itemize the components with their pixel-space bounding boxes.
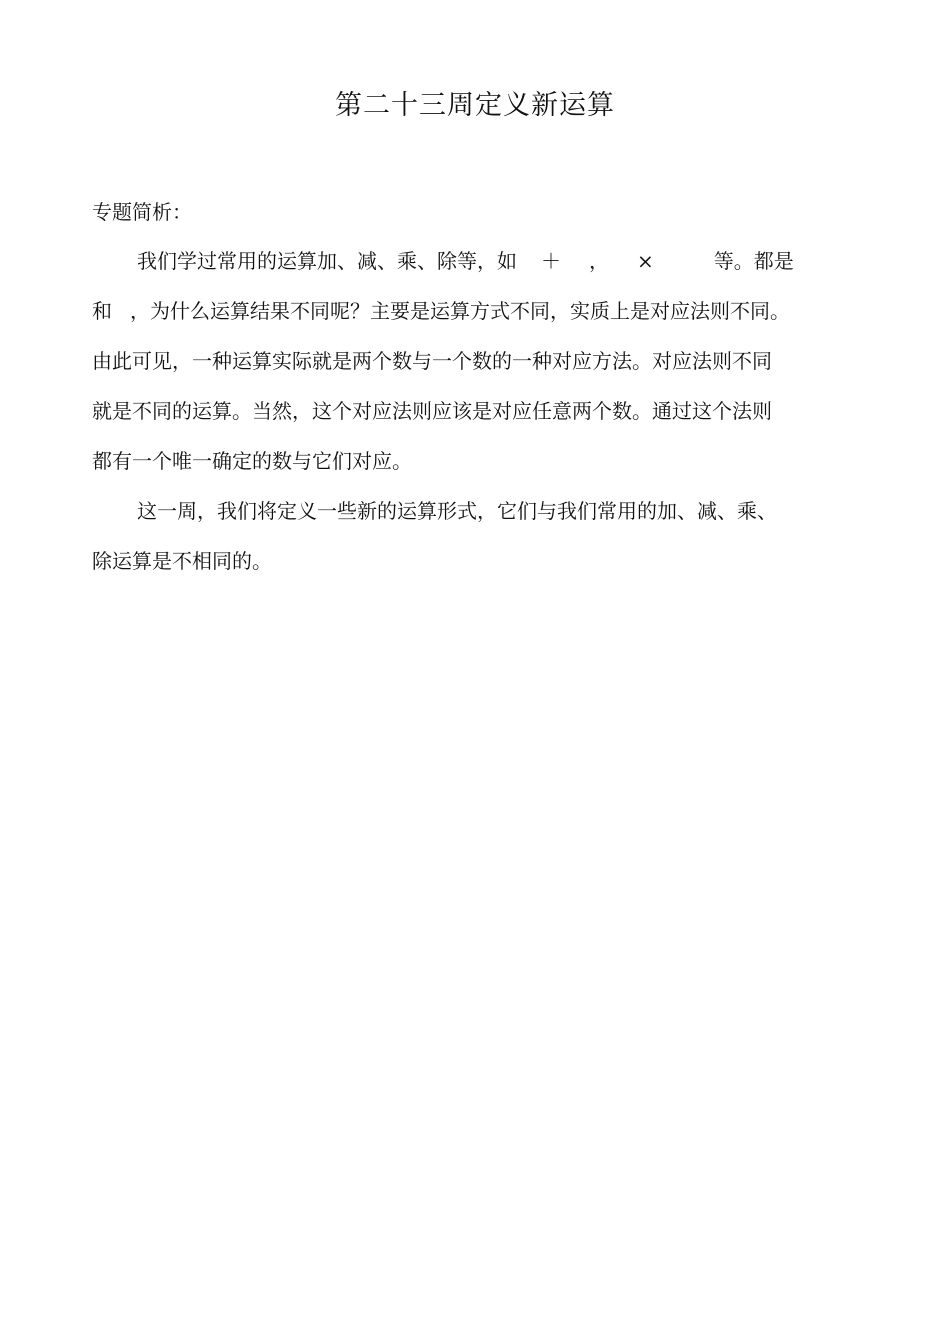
page-title: 第二十三周定义新运算 (335, 90, 615, 121)
paragraph-1-line-3: 由此可见，一种运算实际就是两个数与一个数的一种对应方法。对应法则不同 (92, 349, 772, 373)
paragraph-1-line-1 (137, 246, 794, 276)
text-segment: ，为什么运算结果不同呢？主要是运算方式不同，实质上是对应法则不同。 (130, 299, 790, 323)
times-sign: × (637, 249, 654, 273)
paragraph-1-line-5: 都有一个唯一确定的数与它们对应。 (92, 449, 412, 473)
text-segment: 和 (92, 299, 112, 323)
text-segment: 等。都是 (713, 249, 794, 273)
section-label: 专题简析： (92, 200, 192, 224)
text-segment: 我们学过常用的运算加、减、乘、除等，如 (137, 249, 517, 273)
paragraph-2-line-1: 这一周，我们将定义一些新的运算形式，它们与我们常用的加、减、乘、 (137, 499, 777, 523)
plus-sign: ＋ (541, 249, 561, 273)
paragraph-1-line-2 (92, 296, 790, 326)
comma: ， (589, 249, 609, 273)
paragraph-1-line-4: 就是不同的运算。当然，这个对应法则应该是对应任意两个数。通过这个法则 (92, 399, 772, 423)
paragraph-2-line-2: 除运算是不相同的。 (92, 549, 272, 573)
